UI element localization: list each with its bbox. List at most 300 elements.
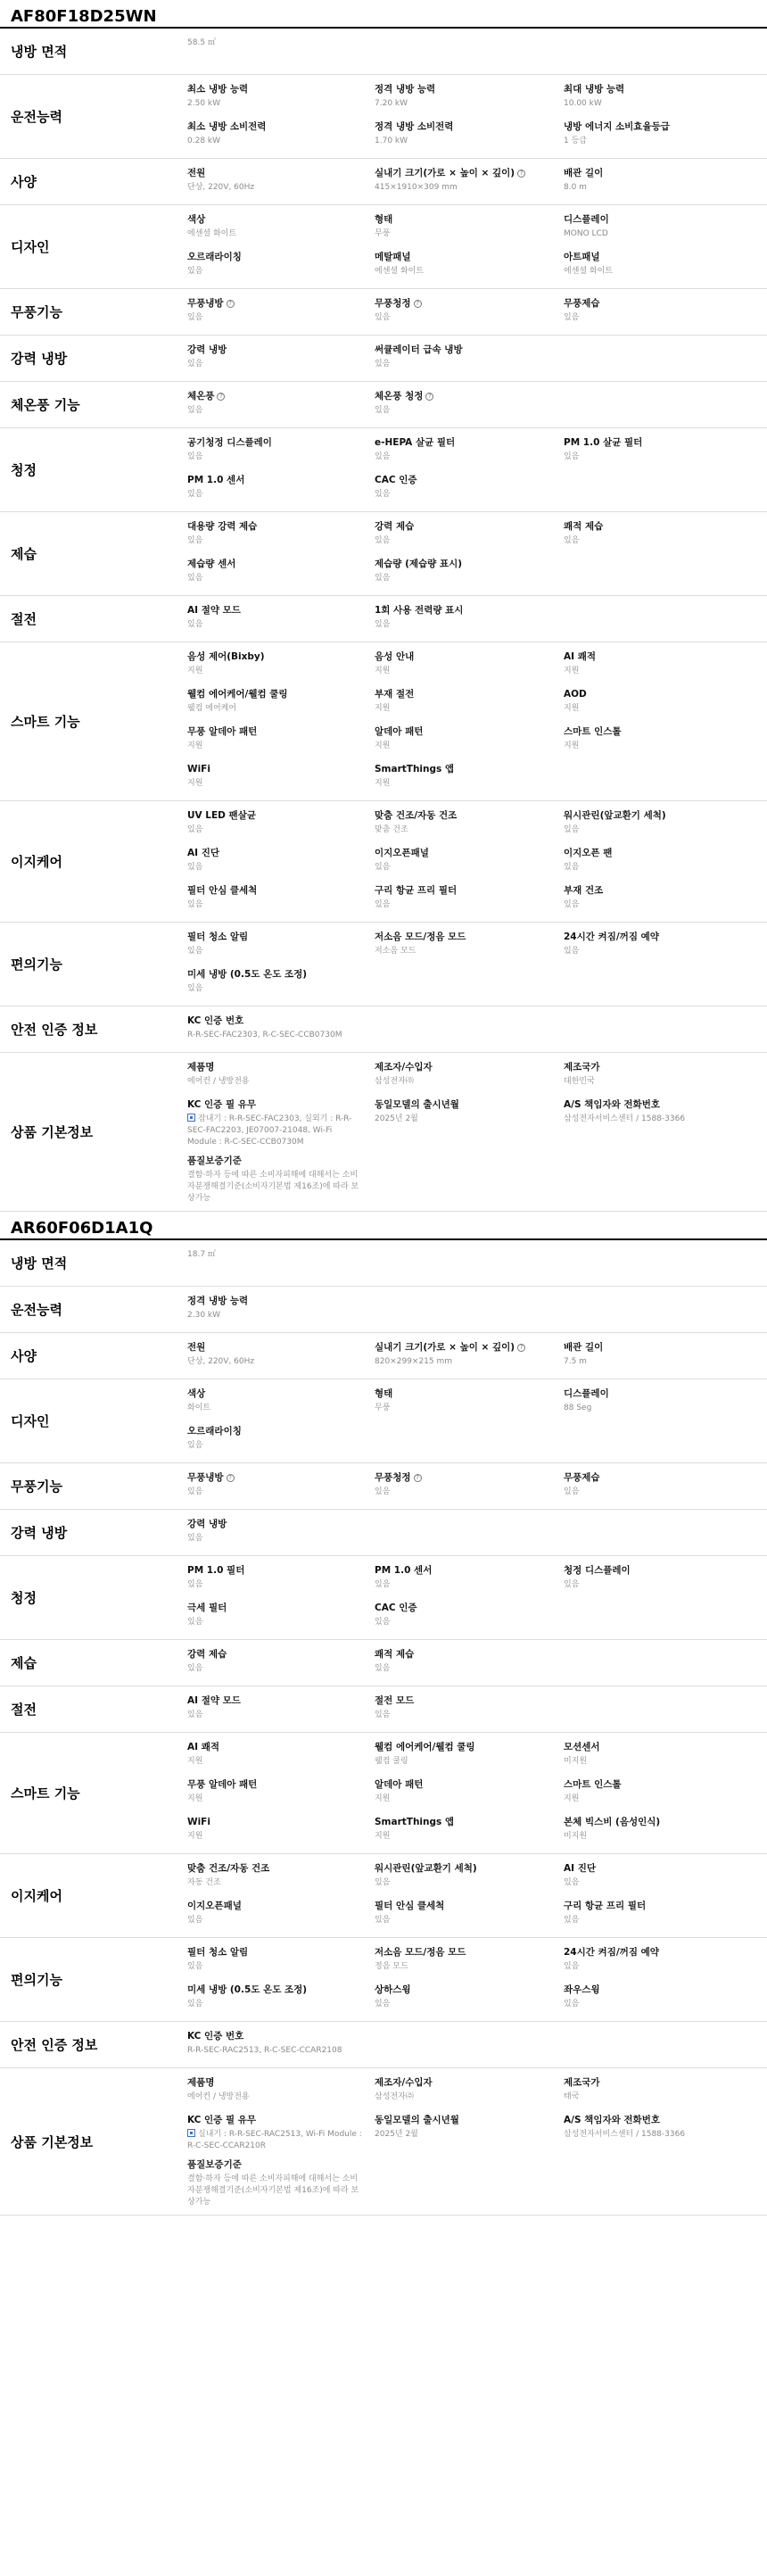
spec-item-value-text: 있음 — [187, 947, 203, 956]
spec-row — [0, 596, 767, 642]
spec-item-value — [187, 1114, 362, 1148]
spec-item-label-text: 대용량 강력 제습 — [187, 521, 258, 532]
spec-item-label — [564, 212, 746, 227]
spec-category-label: 이지케어 — [11, 1888, 62, 1904]
spec-item-value — [187, 666, 362, 677]
spec-item-value-text: 415×1910×309 mm — [375, 183, 458, 192]
spec-item-value-text: 58.5 ㎡ — [187, 38, 216, 47]
spec-item-value-text: 대한민국 — [564, 1077, 595, 1086]
spec-item-grid — [187, 205, 767, 288]
spec-item-value-text: 있음 — [187, 313, 203, 322]
spec-item-value-text: 결함·하자 등에 따른 소비자피해에 대해서는 소비자분쟁해결기준(소비자기본법 제16조)에 따라 보상가능 — [187, 2174, 359, 2207]
spec-item-label — [564, 1740, 746, 1754]
spec-item-value — [187, 1710, 362, 1721]
spec-item-label — [187, 846, 362, 860]
spec-category-label: 운전능력 — [11, 1302, 62, 1318]
spec-category-label: 제습 — [11, 1655, 37, 1671]
spec-item-label — [187, 1060, 362, 1074]
spec-item-value-text: 있음 — [187, 536, 203, 545]
spec-category-label: 상품 기본정보 — [11, 2133, 94, 2150]
spec-item-label-text: 이지오픈패널 — [187, 1901, 242, 1911]
info-tooltip-icon[interactable]: ? — [425, 393, 433, 401]
spec-item-value-text: 있음 — [375, 1618, 391, 1627]
spec-item-grid — [187, 159, 767, 204]
spec-category-label: 청정 — [11, 462, 37, 478]
spec-item — [564, 82, 758, 114]
spec-item — [375, 1694, 564, 1726]
spec-item-value — [564, 1877, 746, 1889]
spec-item — [564, 930, 758, 962]
spec-item-label-text: 무풍 알데아 패턴 — [187, 1779, 258, 1790]
spec-item-value-text: 2.50 kW — [187, 99, 221, 108]
spec-item-value — [564, 1487, 746, 1498]
spec-item-value — [187, 451, 362, 463]
spec-item-value-text: 있음 — [187, 620, 203, 629]
spec-item-label — [187, 650, 362, 664]
spec-category-label: 절전 — [11, 611, 37, 627]
spec-item — [375, 343, 564, 375]
spec-item-grid — [187, 923, 767, 1006]
spec-category-label: 청정 — [11, 1590, 37, 1606]
spec-item-label — [564, 1097, 746, 1112]
spec-item-value — [187, 1793, 362, 1805]
spec-row — [0, 1556, 767, 1640]
spec-item-value — [564, 1403, 746, 1414]
spec-item-label — [375, 1340, 551, 1354]
info-tooltip-icon[interactable]: ? — [517, 170, 525, 178]
spec-item-value — [187, 1356, 362, 1368]
spec-item-label-text: 무풍제습 — [564, 1472, 600, 1483]
spec-item-label — [564, 2113, 746, 2127]
spec-item-label-text: 좌우스윙 — [564, 1984, 600, 1995]
spec-item-grid — [187, 75, 767, 158]
spec-item-value — [375, 1756, 551, 1768]
spec-item-value — [187, 983, 362, 995]
info-tooltip-icon[interactable]: ? — [517, 1344, 525, 1352]
info-tooltip-icon[interactable]: ? — [414, 300, 422, 308]
spec-item — [375, 519, 564, 551]
spec-item-grid — [187, 1287, 767, 1332]
spec-item-label — [187, 1470, 362, 1485]
spec-item-label-text: PM 1.0 필터 — [187, 1565, 245, 1576]
spec-item-value-text: 있음 — [564, 1878, 580, 1887]
spec-category-label: 무풍기능 — [11, 1479, 62, 1495]
spec-item-grid — [187, 1854, 767, 1937]
spec-item-value-text: 지원 — [564, 741, 580, 750]
spec-row — [0, 2022, 767, 2068]
spec-item-value-text: 무풍 — [375, 1404, 391, 1412]
spec-item-label-text: 무풍청정 — [375, 1472, 411, 1483]
spec-item-label-text: 동일모델의 출시년월 — [375, 1099, 459, 1110]
spec-item-grid — [187, 335, 767, 381]
spec-item-value-text: 있음 — [375, 620, 391, 629]
spec-item-value — [564, 136, 746, 147]
spec-item-value — [375, 899, 551, 911]
spec-item-value — [375, 1999, 551, 2010]
spec-item — [375, 166, 564, 198]
spec-item — [187, 1694, 375, 1726]
spec-item — [375, 1815, 564, 1847]
spec-item-value-text: 있음 — [564, 1962, 580, 1971]
spec-item-label — [375, 1694, 551, 1708]
spec-item-value — [187, 312, 362, 324]
spec-item — [564, 2113, 758, 2152]
spec-item-label-text: 24시간 켜짐/꺼짐 예약 — [564, 932, 659, 942]
spec-row — [0, 29, 767, 75]
spec-item-value-text: 0.28 kW — [187, 137, 221, 145]
spec-item-value-text: 있음 — [187, 574, 203, 583]
certificate-qr-icon[interactable] — [187, 1114, 195, 1122]
spec-item — [187, 650, 375, 682]
spec-item-value-text: 8.0 m — [564, 183, 587, 192]
spec-item — [187, 1647, 375, 1679]
spec-item-label — [375, 1777, 551, 1792]
spec-item-value — [375, 824, 551, 836]
spec-item-label-text: 강력 제습 — [375, 521, 415, 532]
spec-item-label — [564, 519, 746, 534]
spec-item-value-text: 자동 건조 — [187, 1878, 221, 1887]
spec-item-value — [375, 1114, 551, 1125]
info-tooltip-icon[interactable]: ? — [227, 300, 235, 308]
spec-item-label-text: 실내기 크기(가로 × 높이 × 깊이) — [375, 168, 515, 178]
spec-item — [187, 1014, 375, 1046]
spec-item-value-text: 있음 — [187, 1664, 203, 1673]
spec-item-value-text: 삼성전자㈜ — [375, 2092, 414, 2101]
spec-item-value — [564, 1076, 746, 1088]
spec-item-label-text: 강력 제습 — [187, 1649, 227, 1660]
spec-item-value — [375, 1877, 551, 1889]
spec-item-label — [375, 557, 551, 571]
spec-item-value — [187, 741, 362, 752]
spec-item-value-text: 있음 — [564, 313, 580, 322]
spec-item-value — [564, 312, 746, 324]
product-spec-section — [0, 1212, 767, 2216]
spec-item-value — [375, 1915, 551, 1926]
spec-item-value — [187, 1487, 362, 1498]
spec-item — [187, 435, 375, 468]
spec-item — [187, 343, 375, 375]
spec-item — [187, 846, 375, 878]
spec-item-label-text: 필터 청소 알림 — [187, 932, 249, 942]
spec-item-value-text: 지원 — [187, 1794, 203, 1803]
spec-item — [187, 1060, 375, 1092]
spec-item — [187, 1899, 375, 1931]
spec-item-label-text: AI 쾌적 — [564, 651, 596, 662]
spec-item-value-text: 에센셜 화이트 — [187, 229, 237, 238]
spec-row — [0, 1053, 767, 1212]
spec-item-label-text: WiFi — [187, 764, 210, 774]
spec-item-label-text: 체온풍 — [187, 391, 215, 402]
spec-item-value-text: 1 등급 — [564, 137, 587, 145]
spec-item-value — [187, 489, 362, 501]
spec-item-value — [375, 1076, 551, 1088]
spec-item-value-text: 있음 — [187, 360, 203, 369]
spec-item-value-text: 있음 — [564, 536, 580, 545]
spec-item-value-text: 7.5 m — [564, 1357, 587, 1366]
spec-item-label — [375, 1563, 551, 1578]
spec-item-value-text: 지원 — [187, 741, 203, 750]
spec-item — [375, 1470, 564, 1503]
spec-item-value-text: 지원 — [375, 704, 391, 713]
spec-item-label-text: 24시간 켜짐/꺼짐 예약 — [564, 1947, 659, 1958]
spec-item-label — [187, 603, 362, 617]
spec-category-label: 무풍기능 — [11, 304, 62, 320]
spec-item-label — [375, 846, 551, 860]
spec-item-label — [564, 1861, 746, 1876]
spec-item-value-text: 에센셜 화이트 — [375, 267, 425, 276]
spec-item-label — [375, 808, 551, 823]
spec-item-value — [375, 573, 551, 584]
spec-item-value-text: 있음 — [187, 900, 203, 909]
spec-item-label — [564, 725, 746, 739]
spec-item — [564, 687, 758, 719]
spec-item-label — [187, 1340, 362, 1354]
spec-item — [564, 1340, 758, 1372]
spec-item — [187, 1294, 375, 1326]
spec-category-label: 편의기능 — [11, 957, 62, 973]
spec-item — [375, 2075, 564, 2108]
spec-item — [375, 389, 564, 421]
spec-row — [0, 75, 767, 159]
spec-category-label: 디자인 — [11, 1413, 50, 1429]
spec-item-label-text: 청정 디스플레이 — [564, 1565, 631, 1576]
spec-item-grid — [187, 1053, 767, 1211]
spec-row — [0, 335, 767, 382]
spec-item — [564, 725, 758, 757]
spec-item-value — [564, 1999, 746, 2010]
spec-item — [375, 762, 564, 794]
spec-item-label — [375, 166, 551, 180]
spec-item — [187, 36, 375, 68]
spec-item-value-text: 지원 — [187, 667, 203, 675]
spec-item-label — [564, 1945, 746, 1959]
spec-row — [0, 1686, 767, 1733]
spec-item-label-text: 웰컴 에어케어/웰컴 쿨링 — [187, 689, 288, 700]
spec-item-value — [564, 1579, 746, 1591]
info-tooltip-icon[interactable]: ? — [227, 1474, 235, 1482]
spec-item — [375, 725, 564, 757]
info-tooltip-icon[interactable]: ? — [414, 1474, 422, 1482]
spec-category-label: 운전능력 — [11, 109, 62, 125]
spec-item-value — [187, 1999, 362, 2010]
spec-item-value — [187, 1915, 362, 1926]
spec-item — [564, 120, 758, 152]
spec-item-label-text: 이지오픈패널 — [375, 848, 429, 858]
spec-row — [0, 923, 767, 1006]
spec-item-label-text: 무풍 알데아 패턴 — [187, 726, 258, 737]
certificate-qr-icon[interactable] — [187, 2129, 195, 2137]
spec-item-value — [564, 266, 746, 277]
spec-item-value-text: 있음 — [375, 1710, 391, 1719]
spec-item-value — [375, 1356, 551, 1368]
spec-item — [375, 212, 564, 244]
spec-item-value-text: 무풍 — [375, 229, 391, 238]
spec-item-label-text: AI 절약 모드 — [187, 1695, 241, 1706]
spec-category-label: 안전 인증 정보 — [11, 1022, 98, 1038]
spec-item-value — [564, 1961, 746, 1973]
spec-item-value-text: 있음 — [187, 863, 203, 872]
spec-item-label-text: 알데아 패턴 — [375, 726, 424, 737]
spec-item — [187, 967, 375, 999]
spec-row — [0, 2068, 767, 2216]
spec-item-label — [375, 296, 551, 311]
spec-item-label — [375, 883, 551, 898]
spec-item — [375, 250, 564, 282]
spec-item — [187, 166, 375, 198]
spec-item-label-text: 제조국가 — [564, 2077, 600, 2088]
spec-item-value — [375, 359, 551, 370]
spec-item-label-text: CAC 인증 — [375, 475, 417, 485]
spec-item-value — [375, 489, 551, 501]
spec-item-label-text: 강력 냉방 — [187, 344, 227, 355]
spec-item-value-text: 있음 — [375, 536, 391, 545]
spec-item-value — [187, 1076, 362, 1088]
spec-item-value-text: 미지원 — [564, 1832, 588, 1841]
spec-item-value — [564, 1756, 746, 1768]
spec-item-value-text: 지원 — [187, 1832, 203, 1841]
spec-item-label-text: 배관 길이 — [564, 1342, 604, 1353]
spec-item-label — [187, 1899, 362, 1913]
spec-item-value — [187, 1831, 362, 1843]
spec-row — [0, 1287, 767, 1333]
spec-item-label-text: 동일모델의 출시년월 — [375, 2115, 459, 2125]
spec-item-label-text: KC 인증 번호 — [187, 1015, 244, 1026]
spec-item-label-text: 색상 — [187, 1388, 206, 1399]
spec-row — [0, 289, 767, 335]
spec-row — [0, 428, 767, 512]
spec-item-value — [564, 741, 746, 752]
spec-item — [564, 1470, 758, 1503]
spec-row — [0, 1240, 767, 1287]
spec-item-value-text: 있음 — [564, 900, 580, 909]
spec-item-value-text: 지원 — [375, 779, 391, 788]
spec-item-grid — [187, 596, 767, 642]
spec-item-label-text: 필터 안심 클세척 — [187, 885, 258, 896]
spec-item-value-text: 있음 — [187, 490, 203, 499]
spec-item-value-text: 삼성전자서비스센터 / 1588-3366 — [564, 2130, 686, 2139]
spec-item-label — [187, 1815, 362, 1829]
spec-item-label-text: PM 1.0 센서 — [375, 1565, 433, 1576]
spec-item-value — [375, 266, 551, 277]
spec-item-label-text: 구리 항균 프리 필터 — [564, 1901, 647, 1911]
spec-item-grid — [187, 1240, 767, 1286]
spec-item-grid — [187, 2022, 767, 2067]
spec-category-label: 상품 기본정보 — [11, 1124, 94, 1140]
spec-category-label: 강력 냉방 — [11, 351, 68, 367]
spec-item — [564, 2075, 758, 2108]
spec-item-value-text: 에어컨 / 냉방전용 — [187, 1077, 250, 1086]
spec-item-label — [375, 1899, 551, 1913]
spec-category-label: 이지케어 — [11, 854, 62, 870]
spec-item-value — [375, 2091, 551, 2103]
spec-item-grid — [187, 1556, 767, 1639]
spec-item — [187, 1815, 375, 1847]
spec-item-value-text: 있음 — [375, 1916, 391, 1925]
spec-row — [0, 512, 767, 596]
spec-item-value-text: 10.00 kW — [564, 99, 602, 108]
spec-item — [375, 808, 564, 841]
spec-item — [187, 2158, 375, 2208]
spec-category-label: 디자인 — [11, 239, 50, 255]
spec-item — [187, 603, 375, 635]
spec-item-value — [564, 1114, 746, 1125]
spec-item-label-text: 쾌적 제습 — [375, 1649, 415, 1660]
spec-item-value — [187, 1249, 362, 1261]
spec-category-label: 사양 — [11, 1348, 37, 1364]
spec-item-label-text: 최소 냉방 능력 — [187, 84, 249, 95]
spec-item-value — [187, 619, 362, 631]
spec-item-value — [375, 1617, 551, 1628]
spec-row — [0, 1640, 767, 1686]
spec-item-value-text: 있음 — [187, 1916, 203, 1925]
spec-item-label — [375, 1983, 551, 1997]
spec-item-value-text: 있음 — [375, 452, 391, 461]
spec-item-label-text: AI 진단 — [564, 1863, 596, 1874]
spec-item-label-text: A/S 책임자와 전화번호 — [564, 2115, 660, 2125]
spec-item-value-text: 있음 — [187, 1962, 203, 1971]
spec-item — [375, 557, 564, 589]
spec-item-value-text: 있음 — [564, 863, 580, 872]
spec-item-label-text: 저소음 모드/정음 모드 — [375, 1947, 466, 1958]
spec-item-label-text: 디스플레이 — [564, 214, 609, 225]
spec-item-label — [187, 473, 362, 487]
spec-item-label-text: KC 인증 필 유무 — [187, 2115, 257, 2125]
spec-item-label — [187, 1740, 362, 1754]
spec-item-label — [375, 343, 551, 357]
spec-item-label — [375, 212, 551, 227]
spec-item-value-text: 지원 — [375, 741, 391, 750]
spec-item-grid — [187, 1006, 767, 1052]
spec-item-label — [187, 967, 362, 982]
spec-item-label — [187, 166, 362, 180]
spec-item-label-text: 제조국가 — [564, 1062, 600, 1073]
spec-item-value — [187, 1961, 362, 1973]
info-tooltip-icon[interactable]: ? — [217, 393, 225, 401]
spec-item-value — [187, 136, 362, 147]
spec-item-value-text: 지원 — [375, 667, 391, 675]
spec-item — [375, 1340, 564, 1372]
spec-item-value-text: 지원 — [187, 1757, 203, 1766]
spec-item-value — [564, 1356, 746, 1368]
spec-item-value-text: 있음 — [375, 900, 391, 909]
spec-item-value-text: 삼성전자㈜ — [375, 1077, 414, 1086]
spec-item — [375, 1647, 564, 1679]
spec-item-label-text: 필터 안심 클세척 — [375, 1901, 445, 1911]
spec-row — [0, 642, 767, 801]
spec-item-value — [187, 862, 362, 874]
spec-item-label — [375, 389, 551, 403]
spec-item-label-text: PM 1.0 살균 필터 — [564, 437, 643, 448]
spec-item — [187, 1601, 375, 1633]
spec-item-label-text: 저소음 모드/정음 모드 — [375, 932, 466, 942]
spec-category-label: 사양 — [11, 174, 37, 190]
spec-item-label — [375, 1945, 551, 1959]
spec-item-value — [564, 862, 746, 874]
spec-item-label-text: 품질보증기준 — [187, 2159, 242, 2170]
spec-item-value — [375, 1579, 551, 1591]
spec-item-value-text: 저소음 모드 — [375, 947, 416, 956]
spec-item-label — [375, 519, 551, 534]
spec-item-value — [375, 405, 551, 417]
spec-item-value-text: 에센셜 화이트 — [564, 267, 614, 276]
spec-item-label — [564, 1777, 746, 1792]
spec-item-label — [564, 808, 746, 823]
spec-item-label — [375, 120, 551, 134]
spec-item-value-text: 있음 — [187, 1487, 203, 1496]
spec-item-value-text: 지원 — [564, 667, 580, 675]
spec-item — [564, 250, 758, 282]
spec-item — [187, 1563, 375, 1595]
